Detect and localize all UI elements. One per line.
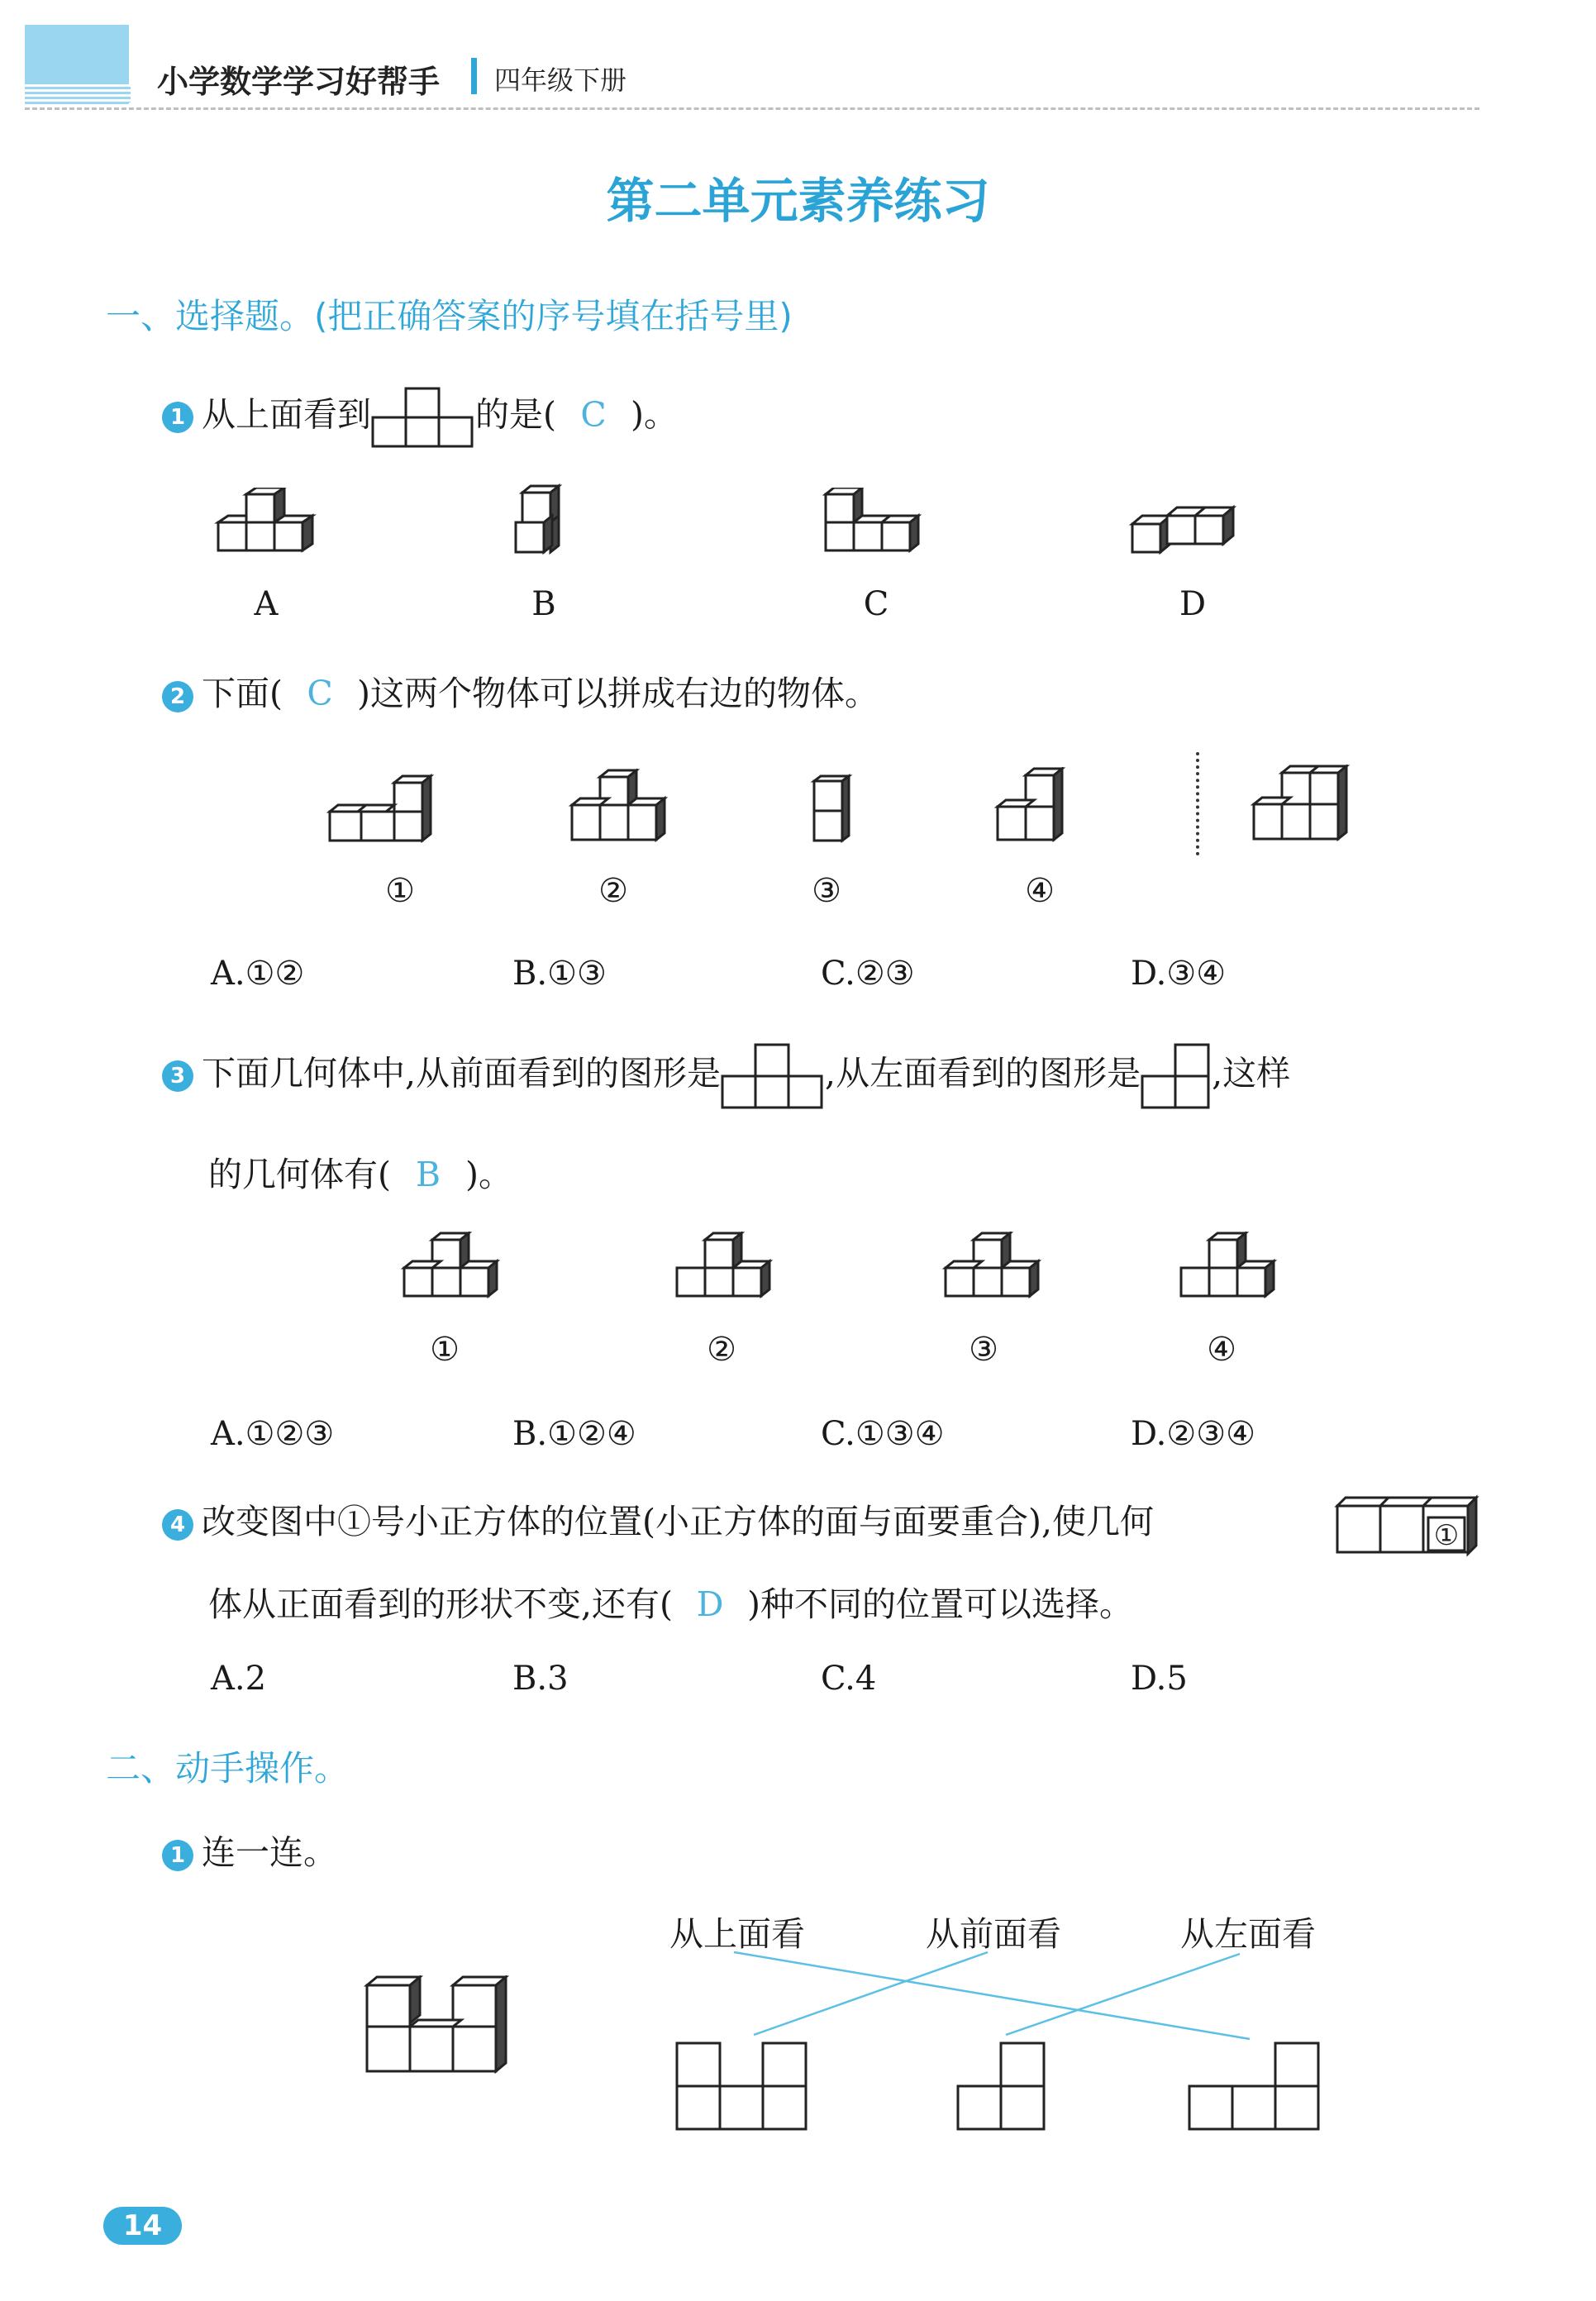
q2-option-a: A.①② xyxy=(211,955,305,993)
q3-text-c: ,这样 xyxy=(1212,1053,1291,1093)
section-1-title: 一、选择题。(把正确答案的序号填在括号里) xyxy=(106,296,793,336)
q2-label-3: ③ xyxy=(812,872,841,910)
question-number: 1 xyxy=(162,1840,193,1871)
q4-cube-label: ① xyxy=(1433,1519,1460,1552)
q3-line2-b: )。 xyxy=(465,1155,512,1194)
question-number: 2 xyxy=(162,681,193,712)
q1-label-d: D xyxy=(1179,585,1207,623)
q3-answer: B xyxy=(415,1155,441,1194)
q3-label-3: ③ xyxy=(969,1331,998,1369)
part2-view-b xyxy=(955,2040,1054,2139)
unit-title: 第二单元素养练习 xyxy=(606,173,990,229)
q3-line2-a: 的几何体有( xyxy=(208,1155,391,1194)
q1-label-a: A xyxy=(254,585,279,623)
part2-view-c xyxy=(1186,2040,1327,2139)
question-number: 3 xyxy=(162,1060,193,1092)
book-title: 小学数学学习好帮手 xyxy=(157,64,441,100)
q2-answer: C xyxy=(307,674,333,713)
q3-label-1: ① xyxy=(430,1331,460,1369)
q4-option-d: D.5 xyxy=(1131,1660,1188,1698)
q2-option-c: C.②③ xyxy=(821,955,915,993)
q3-option-c: C.①③④ xyxy=(821,1415,945,1453)
q2-label-1: ① xyxy=(385,872,415,910)
page-number: 14 xyxy=(103,2207,182,2245)
part2-view-a xyxy=(674,2040,814,2139)
question-number: 4 xyxy=(162,1509,193,1541)
q2-text-a: 下面( xyxy=(202,674,283,713)
section-2-title: 二、动手操作。 xyxy=(106,1748,350,1789)
q1-text-b: 的是( xyxy=(475,394,556,435)
q1-text-a: 从上面看到 xyxy=(202,394,371,435)
view-label-top: 从上面看 xyxy=(669,1914,805,1954)
q2-text-b: )这两个物体可以拼成右边的物体。 xyxy=(357,674,879,713)
q2-option-d: D.③④ xyxy=(1131,955,1227,993)
q3-option-a: A.①②③ xyxy=(211,1415,335,1453)
grade-label: 四年级下册 xyxy=(494,64,627,96)
part2-solid-figure xyxy=(355,1975,529,2091)
q3-text-b: ,从左面看到的图形是 xyxy=(825,1053,1141,1093)
q3-option-d: D.②③④ xyxy=(1131,1415,1255,1453)
q4-line2-a: 体从正面看到的形状不变,还有( xyxy=(208,1584,674,1624)
q2-label-4: ④ xyxy=(1025,872,1055,910)
q1-label-b: B xyxy=(531,585,556,623)
q4-answer: D xyxy=(696,1584,724,1624)
q3-option-b: B.①②④ xyxy=(512,1415,636,1453)
q2-1-text: 连一连。 xyxy=(202,1832,337,1872)
q3-label-2: ② xyxy=(707,1331,736,1369)
q2-option-b: B.①③ xyxy=(512,955,607,993)
q4-option-b: B.3 xyxy=(512,1660,569,1698)
q4-line1: 改变图中①号小正方体的位置(小正方体的面与面要重合),使几何 xyxy=(202,1502,1155,1541)
q4-option-a: A.2 xyxy=(211,1660,267,1698)
view-label-front: 从前面看 xyxy=(926,1914,1061,1954)
q3-label-4: ④ xyxy=(1207,1331,1236,1369)
q4-option-c: C.4 xyxy=(821,1660,877,1698)
question-number: 1 xyxy=(162,402,193,433)
q1-label-c: C xyxy=(863,585,889,623)
q4-line2-b: )种不同的位置可以选择。 xyxy=(747,1584,1134,1624)
q1-answer: C xyxy=(580,394,607,435)
q2-label-2: ② xyxy=(598,872,628,910)
q1-text-c: )。 xyxy=(631,394,678,435)
q3-text-a: 下面几何体中,从前面看到的图形是 xyxy=(202,1053,722,1093)
view-label-left: 从左面看 xyxy=(1180,1914,1316,1954)
